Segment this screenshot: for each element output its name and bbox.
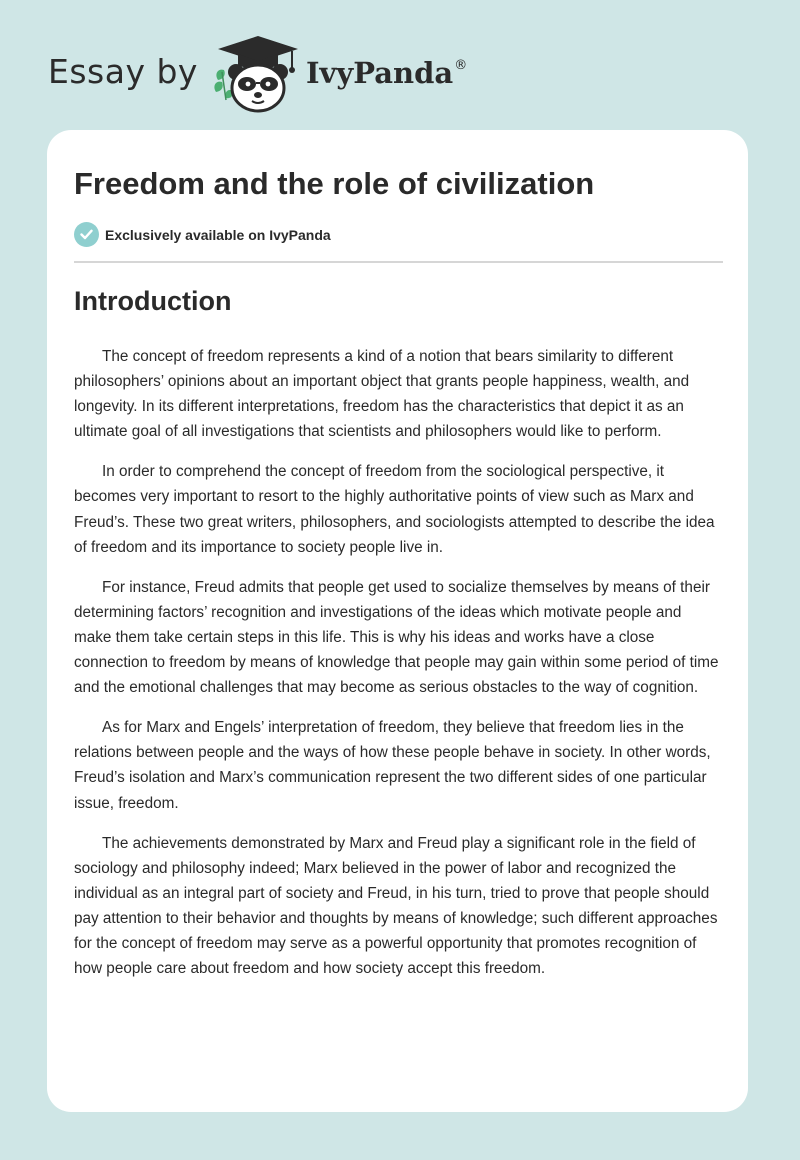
exclusive-badge bbox=[74, 222, 331, 247]
divider bbox=[74, 261, 723, 263]
brand-header[interactable] bbox=[48, 34, 467, 114]
paragraph: The achievements demonstrated by Marx and Freud play a significant role in the field of sociology and philosophy indeed; Marx believed in the power of labor and recognized the individual as an integral part of society and Freud, in his turn, tried to prove that people should pay attention to their behavior and thoughts by means of knowledge; such different approaches for the concept of freedom may serve as a powerful opportunity that promotes recognition of how people care about freedom and how society accept this freedom. bbox=[74, 834, 718, 978]
essay-title: Freedom and the role of civilization bbox=[74, 166, 595, 201]
registered-mark: ® bbox=[454, 58, 468, 73]
brand-prefix: Essay by bbox=[48, 51, 198, 91]
exclusive-label: Exclusively available on IvyPanda bbox=[105, 226, 331, 243]
essay-body bbox=[74, 344, 723, 996]
check-icon bbox=[74, 222, 99, 247]
paragraph: The concept of freedom represents a kind of a notion that bears similarity to different philosophers’ opinions about an important object that grants people happiness, wealth, and longevity. In its different interpretations, freedom has the characteristics that depict it as an ultimate goal of all investigations that scientists and philosophers would like to perform. bbox=[74, 348, 690, 441]
paragraph: For instance, Freud admits that people get used to socialize themselves by means of their determining factors’ recognition and investigations of the ideas which motivate people and make them take certain steps in this life. This is why his ideas and works have a close connection to freedom by means of knowledge that people may gain within some period of time and the emotional challenges that may become as serious obstacles to the way of cognition. bbox=[74, 578, 719, 697]
paragraph: As for Marx and Engels’ interpretation of freedom, they believe that freedom lies in the relations between people and the ways of how these people behave in society. In other words, Freud’s isolation and Marx’s communication represent the two different sides of one particular issue, freedom. bbox=[74, 719, 711, 812]
brand-name: IvyPanda® bbox=[305, 56, 468, 90]
section-heading: Introduction bbox=[74, 286, 232, 316]
paragraph: In order to comprehend the concept of freedom from the sociological perspective, it becomes very important to resort to the highly authoritative points of view such as Marx and Freud’s. These two great writers, philosophers, and sociologists attempted to describe the idea of freedom and its importance to society people live in. bbox=[74, 463, 715, 556]
essay-card bbox=[47, 130, 748, 1112]
panda-graduate-icon bbox=[212, 34, 304, 114]
